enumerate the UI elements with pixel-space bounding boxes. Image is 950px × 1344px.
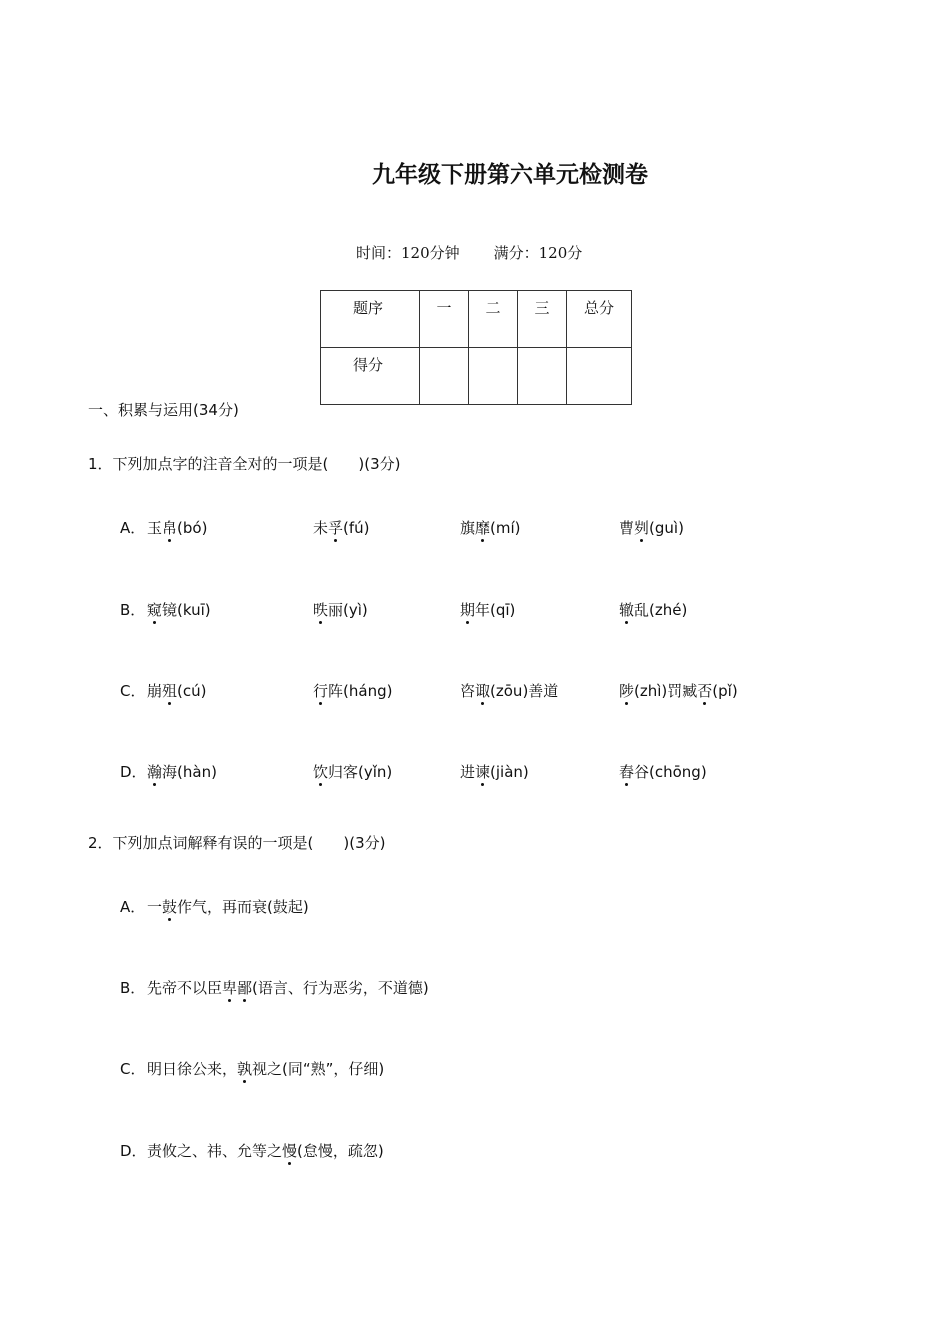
table-cell (567, 348, 632, 405)
option-text: (mí) (490, 519, 521, 537)
option-item (460, 517, 521, 538)
option-text: 谷(chōng) (634, 763, 707, 781)
option-text: (zōu)善道 (490, 682, 559, 700)
dotted-char: 期 (460, 601, 476, 619)
dotted-char: 瀚 (147, 763, 163, 781)
option-item (147, 680, 207, 701)
dotted-word (162, 898, 177, 916)
exam-meta (356, 242, 582, 263)
section-heading: 一、积累与运用(34分) (88, 401, 239, 419)
dotted-char: 陟 (619, 682, 635, 700)
dotted-word (282, 1142, 297, 1160)
dotted-char: 诹 (475, 682, 491, 700)
option-text: 崩 (147, 682, 163, 700)
option-text: 责攸之、祎、允等之 (147, 1142, 283, 1160)
option-item (460, 599, 515, 620)
option-item (460, 680, 558, 701)
dotted-char: 舂 (619, 763, 635, 781)
option-item (147, 761, 217, 782)
option-item (147, 977, 429, 998)
option-letter: B． (120, 979, 146, 997)
question-2-stem: 2．下列加点词解释有误的一项是( )(3分) (88, 834, 386, 852)
table-cell (469, 348, 518, 405)
dotted-char: 行 (313, 682, 329, 700)
option-item (147, 599, 211, 620)
table-cell: 一 (420, 291, 469, 348)
table-cell: 二 (469, 291, 518, 348)
option-item (619, 680, 738, 701)
dotted-char: 靡 (475, 519, 491, 537)
table-cell: 总分 (567, 291, 632, 348)
table-cell: 题序 (321, 291, 420, 348)
option-text: 未 (313, 519, 329, 537)
dotted-char: 谏 (475, 763, 491, 781)
option-text: (cú) (177, 682, 207, 700)
dotted-word (237, 1060, 252, 1078)
option-text: 明日徐公来， (147, 1060, 238, 1078)
option-text: 乱(zhé) (634, 601, 688, 619)
option-text: 丽(yì) (328, 601, 368, 619)
dotted-char: 慢 (282, 1142, 298, 1160)
option-letter: A． (120, 898, 146, 916)
option-text: (语言、行为恶劣，不道德) (252, 979, 429, 997)
dotted-char: 鄙 (237, 979, 253, 997)
page-title: 九年级下册第六单元检测卷 (372, 161, 648, 188)
score-table-row (321, 291, 632, 348)
dotted-char: 昳 (313, 601, 329, 619)
score-table (320, 290, 632, 405)
option-text: (pǐ) (712, 682, 738, 700)
option-item (147, 517, 207, 538)
option-text: 先帝不以臣 (147, 979, 223, 997)
option-letter: B． (120, 601, 146, 619)
option-item (313, 517, 370, 538)
option-letter: A． (120, 519, 146, 537)
dotted-char: 辙 (619, 601, 635, 619)
table-cell (420, 348, 469, 405)
option-item (619, 599, 687, 620)
option-text: 旗 (460, 519, 476, 537)
dotted-char: 刿 (634, 519, 650, 537)
option-text: (zhì)罚臧 (634, 682, 698, 700)
dotted-word (222, 979, 252, 997)
table-cell: 三 (518, 291, 567, 348)
dotted-char: 否 (697, 682, 713, 700)
option-letter: C． (120, 682, 146, 700)
option-item (313, 599, 368, 620)
dotted-char: 卑 (222, 979, 238, 997)
dotted-char: 殂 (162, 682, 178, 700)
option-item (147, 1058, 384, 1079)
option-text: 归客(yǐn) (328, 763, 393, 781)
option-text: (怠慢，疏忽) (297, 1142, 384, 1160)
dotted-char: 孰 (237, 1060, 253, 1078)
option-text: 玉 (147, 519, 163, 537)
option-text: 镜(kuī) (162, 601, 211, 619)
option-text: 咨 (460, 682, 476, 700)
dotted-char: 孚 (328, 519, 344, 537)
option-text: (guì) (649, 519, 684, 537)
option-text: 进 (460, 763, 476, 781)
option-text: 作气，再而衰(鼓起) (177, 898, 309, 916)
option-text: 年(qī) (475, 601, 516, 619)
option-letter: C． (120, 1060, 146, 1078)
option-text: (jiàn) (490, 763, 529, 781)
option-text: (bó) (177, 519, 208, 537)
dotted-char: 帛 (162, 519, 178, 537)
option-item (619, 517, 684, 538)
option-text: 一 (147, 898, 163, 916)
score-table-row (321, 348, 632, 405)
option-letter: D． (120, 1142, 147, 1160)
option-text: 阵(háng) (328, 682, 393, 700)
option-letter: D． (120, 763, 147, 781)
option-text: (fú) (343, 519, 370, 537)
dotted-char: 鼓 (162, 898, 178, 916)
exam-time: 时间：120分钟 (356, 244, 460, 262)
table-cell: 得分 (321, 348, 420, 405)
option-text: 曹 (619, 519, 635, 537)
option-item (619, 761, 707, 782)
option-item (147, 896, 309, 917)
option-text: 视之(同“熟”，仔细) (252, 1060, 385, 1078)
question-1-stem: 1．下列加点字的注音全对的一项是( )(3分) (88, 455, 401, 473)
exam-full-score: 满分：120分 (493, 244, 583, 262)
option-item (313, 680, 392, 701)
table-cell (518, 348, 567, 405)
option-text: 海(hàn) (162, 763, 217, 781)
dotted-char: 饮 (313, 763, 329, 781)
option-item (313, 761, 392, 782)
option-item (147, 1140, 384, 1161)
dotted-char: 窥 (147, 601, 163, 619)
option-item (460, 761, 529, 782)
